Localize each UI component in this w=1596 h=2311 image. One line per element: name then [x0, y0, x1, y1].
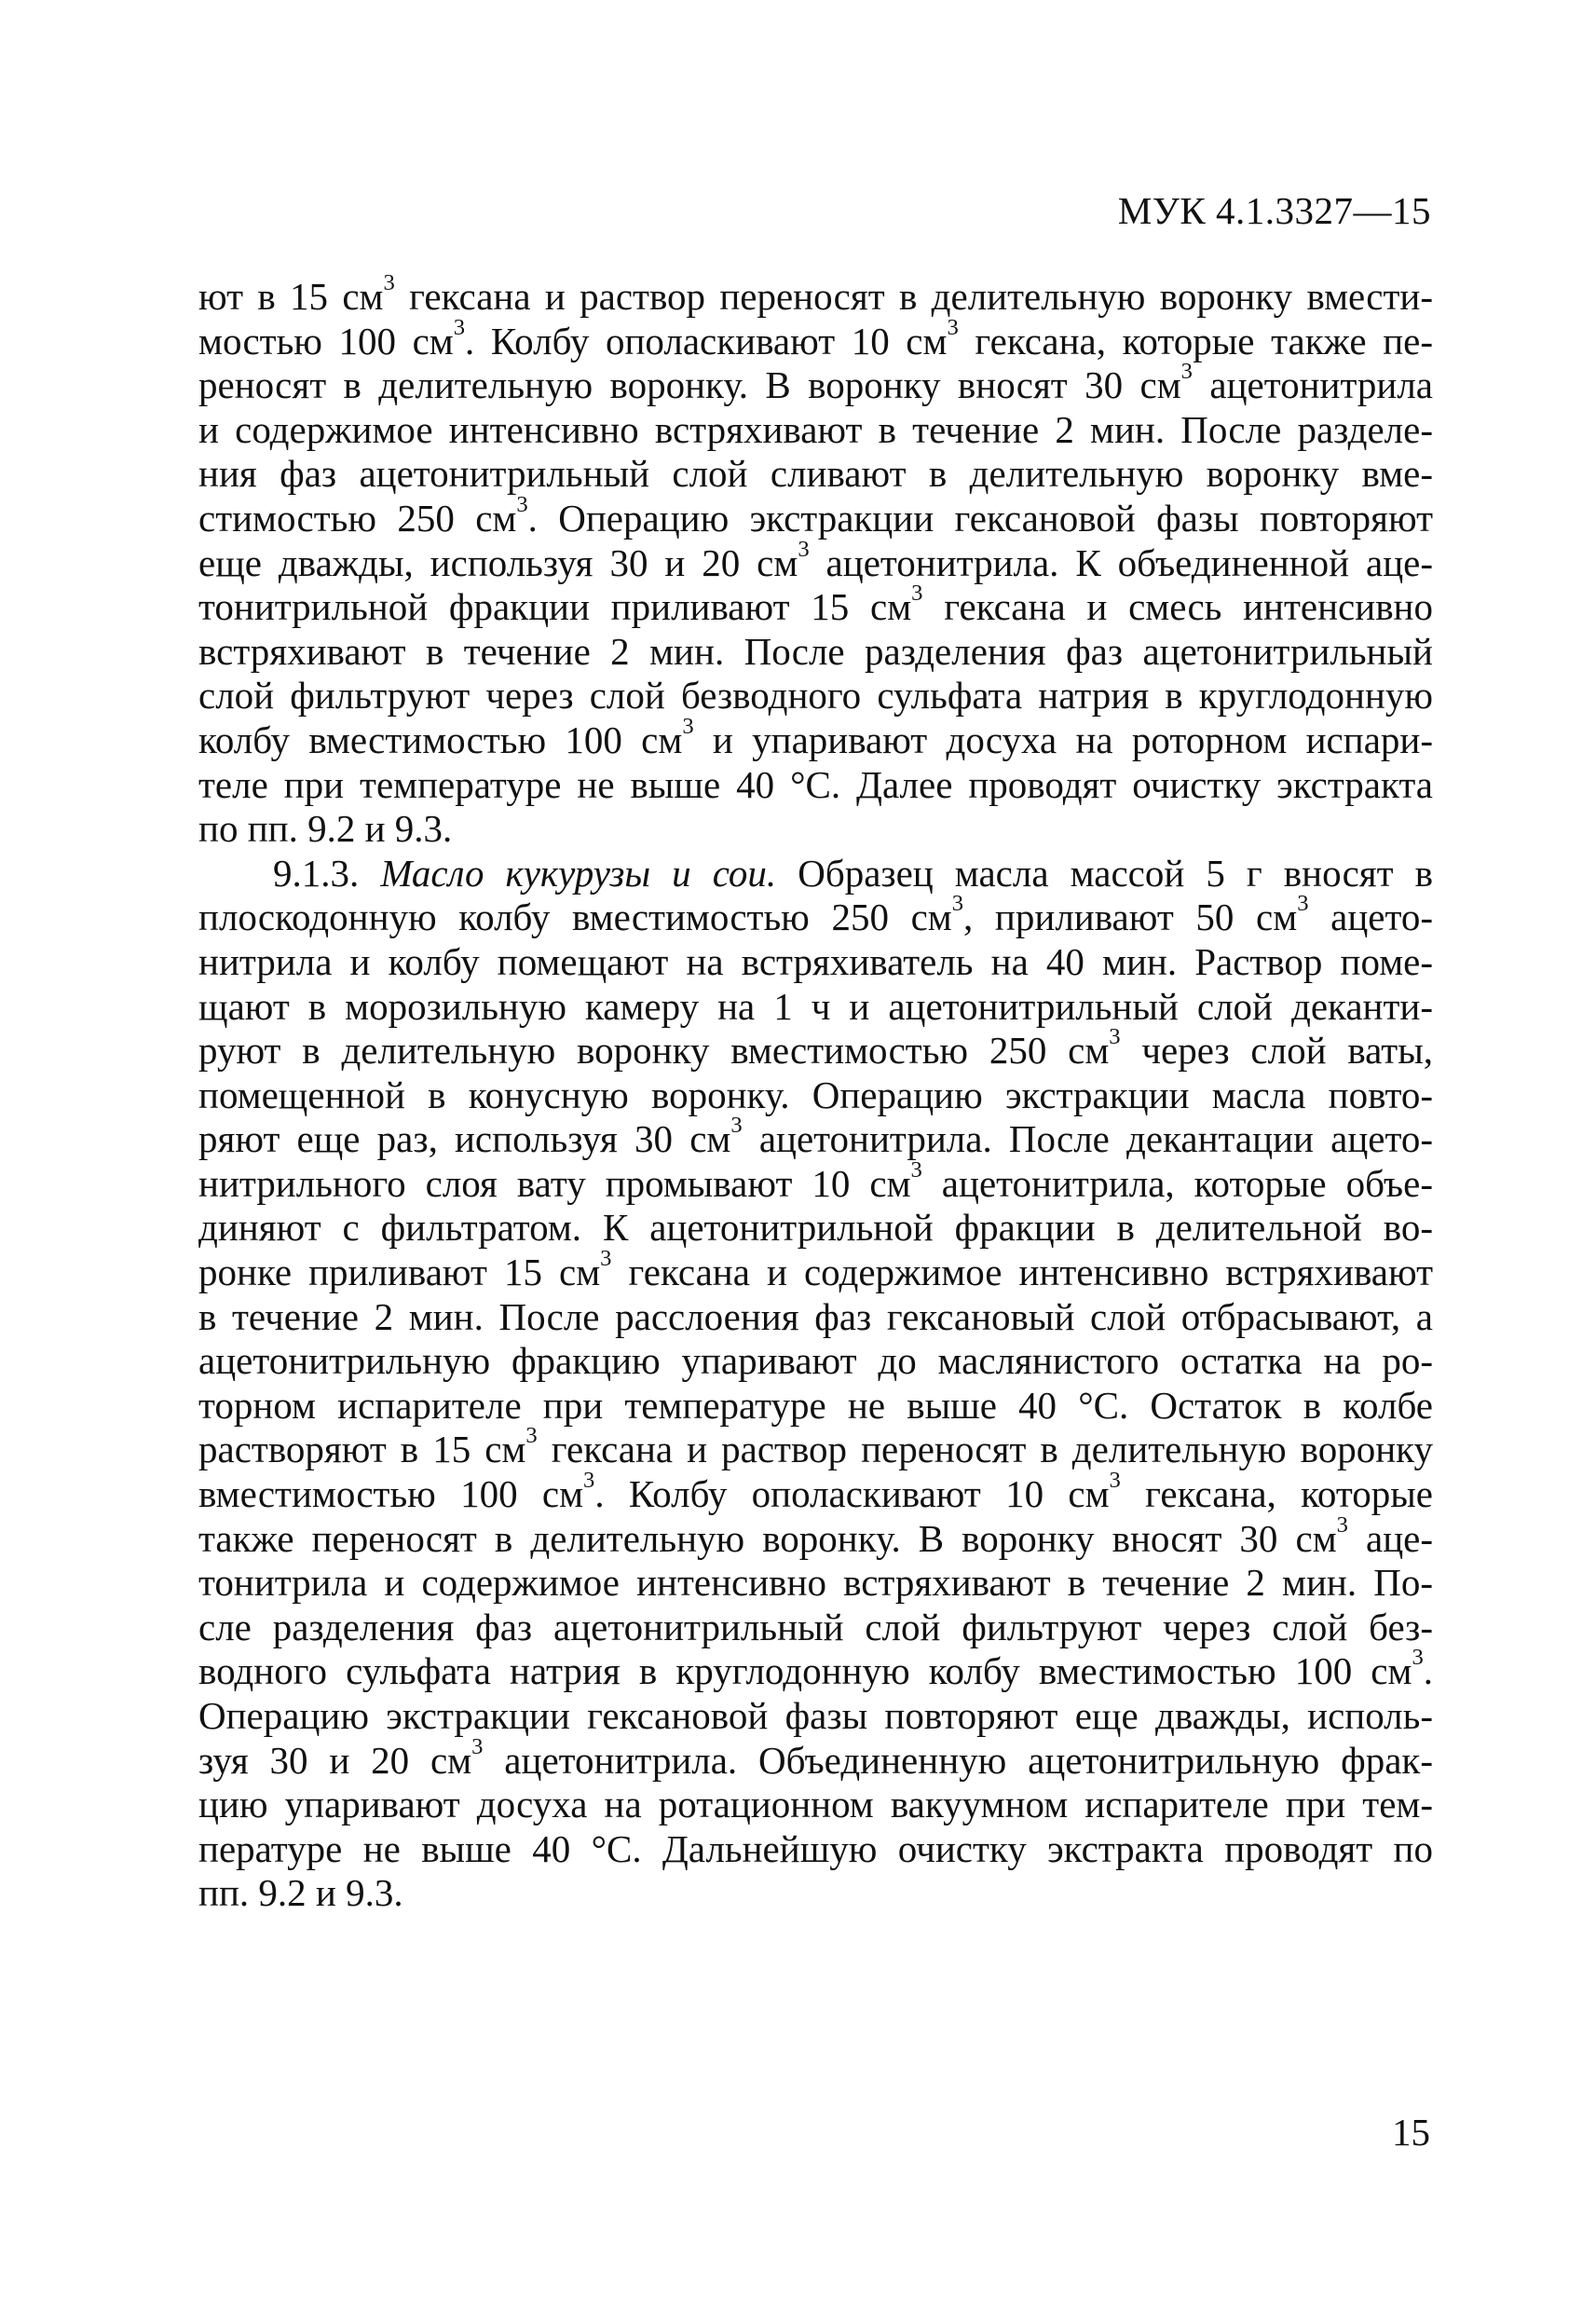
paragraph-2-first-line: [198, 852, 1433, 896]
text-line: нитрильного слоя вату промывают 10 $см^3$ ацетонитрила, которые объе-: [198, 1156, 1433, 1205]
superscript-3: 3: [910, 1156, 922, 1183]
superscript-3: 3: [1180, 359, 1193, 385]
text-line: пературе не выше 40 °С. Дальнейшую очистку экстракта проводят по: [198, 1826, 1433, 1870]
paragraph-1: [198, 270, 1433, 852]
superscript-3: 3: [951, 891, 964, 917]
text-line: в течение 2 мин. После расслоения фаз гексановый слой отбрасывают, а: [198, 1294, 1433, 1338]
superscript-3: 3: [798, 536, 810, 562]
superscript-3: 3: [730, 1113, 743, 1139]
text-line: по пп. 9.2 и 9.3.: [198, 807, 453, 851]
text-line: колбу вместимостью 100 $см^3$ и упаривают досуха на роторном испари-: [198, 714, 1433, 761]
text-line: вместимостью 100 $см^3$. Колбу ополаскивают 10 $см^3$ гексана, которые: [198, 1468, 1434, 1516]
superscript-3: 3: [911, 581, 923, 607]
text-line: нитрила и колбу помещают на встряхиватель на 40 мин. Раствор поме-: [198, 939, 1433, 983]
superscript-3: 3: [1297, 891, 1309, 917]
superscript-3: 3: [525, 1423, 538, 1449]
text-line: щают в морозильную камеру на 1 ч и ацетонитрильный слой деканти-: [198, 984, 1433, 1028]
text-line: и содержимое интенсивно встряхивают в течение 2 мин. После разделе-: [198, 407, 1433, 451]
text-line: реносят в делительную воронку. В воронку вносят 30 $см^3$ ацетонитрила: [198, 359, 1433, 407]
text-line: водного сульфата натрия в круглодонную колбу вместимостью 100 $см^3$.: [198, 1645, 1433, 1693]
text-line: также переносят в делительную воронку. В воронку вносят 30 $см^3$ аце-: [198, 1511, 1433, 1560]
first-line-text: Образец масла массой 5 г вносят в: [798, 851, 1433, 895]
superscript-3: 3: [453, 314, 466, 340]
superscript-3: 3: [1336, 1511, 1348, 1538]
superscript-3: 3: [947, 314, 959, 340]
superscript-3: 3: [383, 270, 395, 296]
text-line: торном испарителе при температуре не выше 40 °С. Остаток в колбе: [198, 1383, 1433, 1427]
text-line: тонитрильной фракции приливают 15 $см^3$ гексана и смесь интенсивно: [198, 581, 1433, 629]
text-line: зуя 30 и 20 $см^3$ ацетонитрила. Объединенную ацетонитрильную фрак-: [198, 1733, 1433, 1782]
text-line: растворяют в 15 $см^3$ гексана и раствор переносят в делительную воронку: [198, 1423, 1433, 1471]
superscript-3: 3: [583, 1468, 595, 1494]
text-line: пп. 9.2 и 9.3.: [198, 1871, 403, 1915]
text-line: слой фильтруют через слой безводного сульфата натрия в круглодонную: [198, 674, 1433, 718]
text-line: руют в делительную воронку вместимостью 250 $см^3$ через слой ваты,: [198, 1024, 1434, 1073]
text-line: ряют еще раз, используя 30 $см^3$ ацетонитрила. После декантации ацето-: [198, 1113, 1433, 1161]
text-line: ния фаз ацетонитрильный слой сливают в делительную воронку вме-: [198, 452, 1433, 496]
text-line: теле при температуре не выше 40 °С. Далее проводят очистку экстракта: [198, 762, 1433, 806]
text-line: мостью 100 $см^3$. Колбу ополаскивают 10 $см^3$ гексана, которые также пе-: [198, 314, 1433, 362]
text-line: Операцию экстракции гексановой фазы повторяют еще дважды, исполь-: [198, 1694, 1433, 1737]
text-line: диняют с фильтратом. К ацетонитрильной фракции в делительной во-: [198, 1206, 1433, 1250]
superscript-3: 3: [516, 492, 528, 518]
section-heading: Масло кукурузы и сои.: [380, 851, 777, 895]
superscript-3: 3: [600, 1246, 612, 1272]
superscript-3: 3: [1109, 1024, 1121, 1050]
running-head: МУК 4.1.3327—15: [1117, 189, 1431, 232]
text-line: ронке приливают 15 $см^3$ гексана и содержимое интенсивно встряхивают: [198, 1246, 1433, 1294]
text-line: плоскодонную колбу вместимостью 250 $см^3$, приливают 50 $см^3$ ацето-: [198, 891, 1433, 939]
text-line: встряхивают в течение 2 мин. После разделения фаз ацетонитрильный: [198, 629, 1433, 673]
text-line: стимостью 250 $см^3$. Операцию экстракции гексановой фазы повторяют: [198, 492, 1433, 540]
text-line: тонитрила и содержимое интенсивно встряхивают в течение 2 мин. По-: [198, 1561, 1433, 1605]
text-line: еще дважды, используя 30 и 20 $см^3$ ацетонитрила. К объединенной аце-: [198, 536, 1433, 584]
page-number: 15: [1392, 2111, 1430, 2154]
superscript-3: 3: [1412, 1645, 1424, 1671]
text-line: ют в 15 $см^3$ гексана и раствор переносят в делительную воронку вмести-: [198, 270, 1433, 318]
body-text: [198, 270, 1434, 1916]
paragraph-2: [198, 852, 1433, 1916]
section-number: 9.1.3.: [273, 851, 360, 895]
superscript-3: 3: [1109, 1468, 1121, 1494]
superscript-3: 3: [682, 714, 694, 740]
text-line: цию упаривают досуха на ротационном вакуумном испарителе при тем-: [198, 1783, 1433, 1826]
text-line: помещенной в конусную воронку. Операцию экстракции масла повто-: [198, 1073, 1433, 1116]
text-line: ацетонитрильную фракцию упаривают до маслянистого остатка на ро-: [198, 1339, 1433, 1383]
superscript-3: 3: [471, 1733, 484, 1759]
text-line: сле разделения фаз ацетонитрильный слой фильтруют через слой без-: [198, 1605, 1433, 1648]
